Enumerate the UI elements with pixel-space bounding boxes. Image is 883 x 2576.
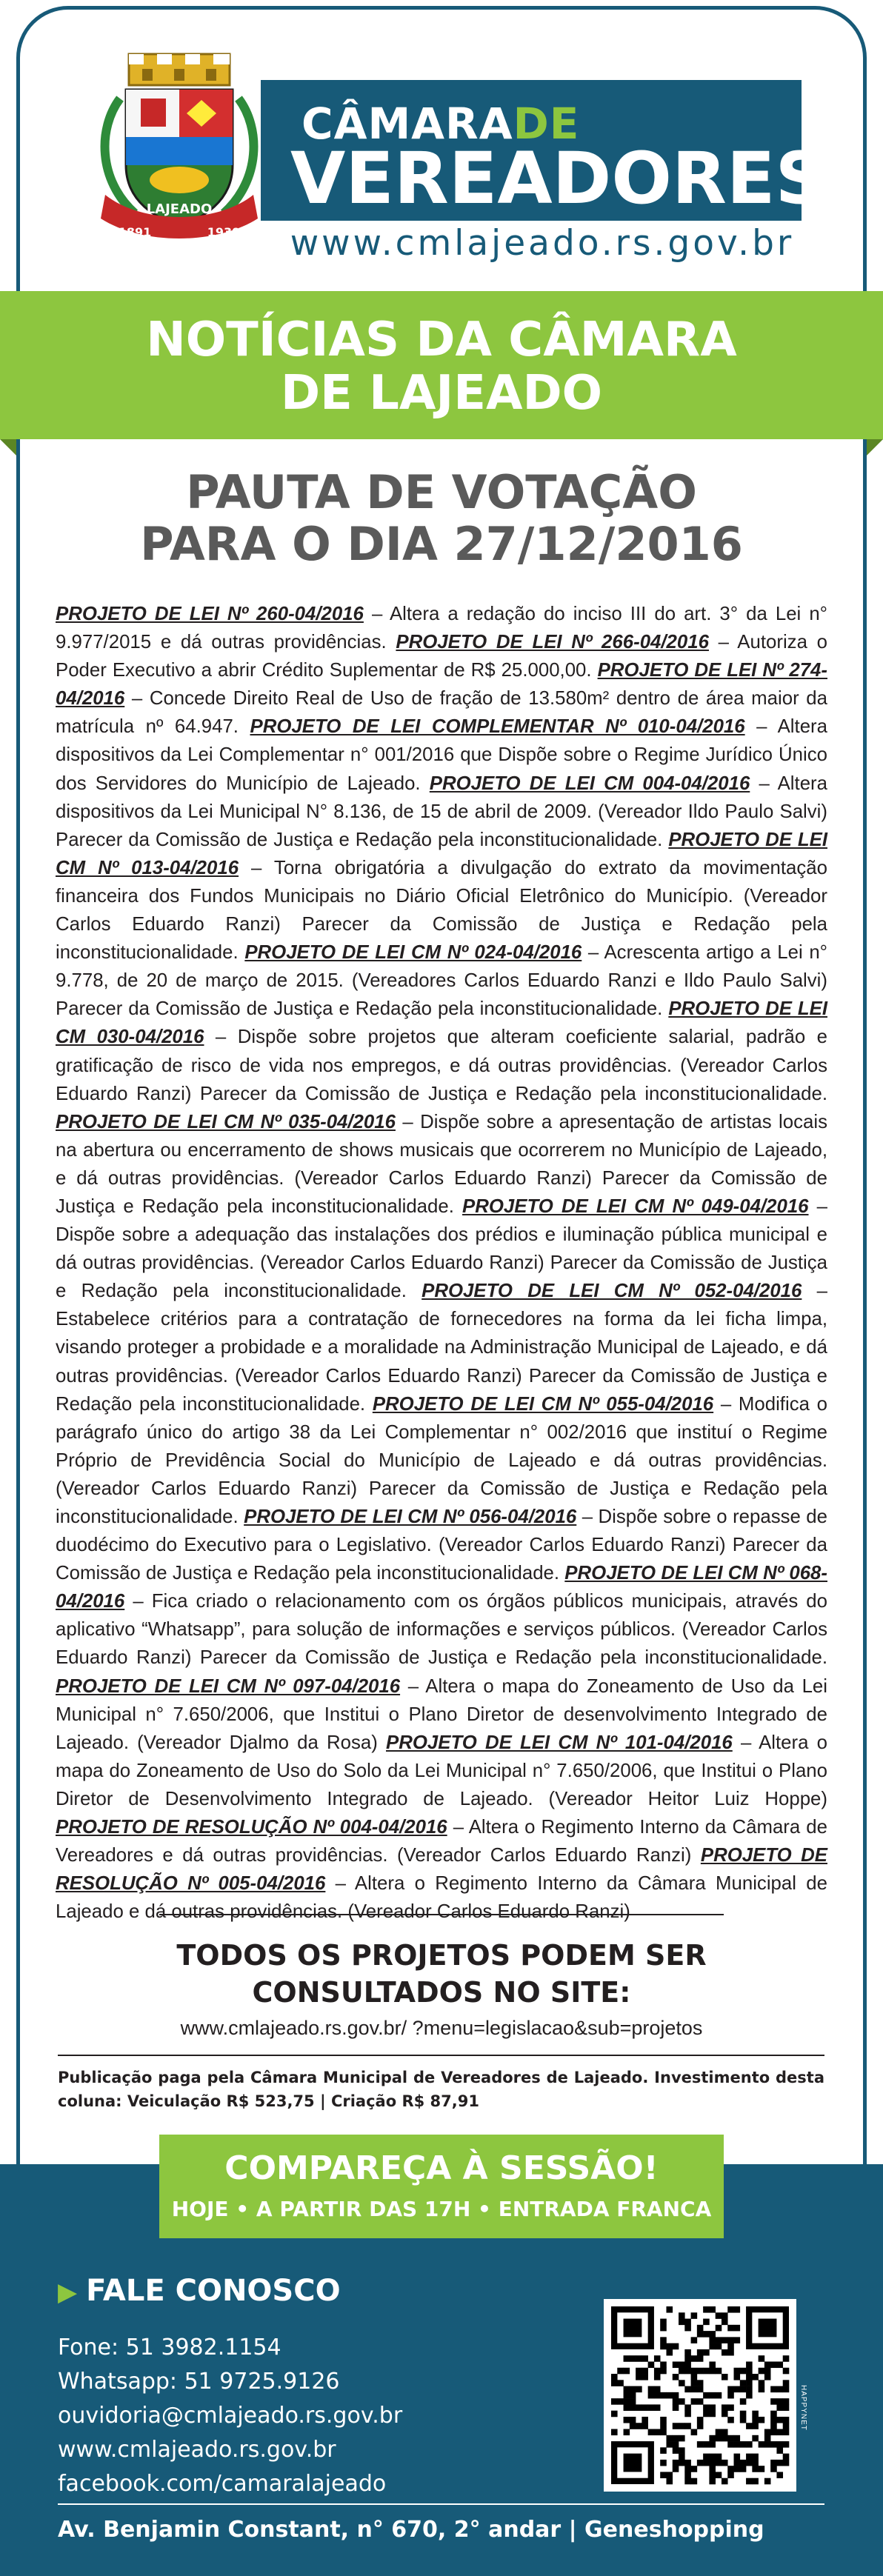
bill-reference: PROJETO DE LEI CM 030-04/2016 <box>56 998 827 1048</box>
bill-description: – Dispõe sobre a apresentação de artistas locais na abertura ou encerramento de shows musicais que ocorrerem no Município de Lajeado, e dá outras providências. (Vereador Carlos Eduardo Ranzi) Parecer da Comissão de Justiça e Redação pela inconstitucionalidade. <box>56 1111 827 1217</box>
session-cta-box <box>159 2135 724 2238</box>
bill-description: – Altera dispositivos da Lei Complementar n° 001/2016 que Dispõe sobre o Regime Jurídico Único dos Servidores do Município de Lajeado. <box>56 716 827 794</box>
city-crest-logo <box>90 54 268 243</box>
bill-description: – Torna obrigatória a divulgação do extrato da movimentação financeira dos Fundos Municipais no Diário Oficial Eletrônico do Município. (Vereador Carlos Eduardo Ranzi) Parecer da Comissão de Justiça e Redação pela inconstitucionalidade. <box>56 857 827 964</box>
agenda-title <box>0 467 883 570</box>
qr-code-graphic <box>604 2299 796 2492</box>
brand-de: DE <box>513 99 580 149</box>
bill-reference: PROJETO DE LEI Nº 266-04/2016 <box>396 632 709 653</box>
bill-description: – Dispõe sobre a adequação das instalações dos prédios e iluminação pública municipal e dá outras providências. (Vereador Carlos Eduardo Ranzi) Parecer da Comissão de Justiça e Redação pela inconstitucionalidade. <box>56 1195 827 1302</box>
projects-notice <box>0 1937 883 2011</box>
triangle-arrow-icon: ▶ <box>58 2278 78 2307</box>
bill-reference: PROJETO DE LEI CM Nº 101-04/2016 <box>386 1732 733 1753</box>
bill-reference: PROJETO DE LEI CM 004-04/2016 <box>429 773 750 794</box>
brand-camara: CÂMARA <box>301 99 513 149</box>
crest-year-left: 1891 <box>118 225 152 239</box>
agenda-title-line-2: PARA O DIA 27/12/2016 <box>140 517 743 571</box>
bill-description: – Acrescenta artigo a Lei n° 9.778, de 20 de março de 2015. (Vereadores Carlos Eduardo Ranzi e Ildo Paulo Salvi) Parecer da Comissão de Justiça e Redação pela inconstitucionalidade. <box>56 942 828 1020</box>
bill-description: – Autoriza o Poder Executivo a abrir Crédito Suplementar de R$ 25.000,00. <box>56 632 827 681</box>
ribbon-title-line-2: DE LAJEADO <box>280 366 603 421</box>
cta-subtitle: HOJE • A PARTIR DAS 17H • ENTRADA FRANCA <box>171 2197 712 2221</box>
bill-description: – Altera dispositivos da Lei Municipal N° 8.136, de 15 de abril de 2009. (Vereador Ildo Paulo Salvi) Parecer da Comissão de Justiça e Redação pela inconstitucionalidade. <box>56 773 827 850</box>
bill-description: – Dispõe sobre projetos que alteram coeficiente salarial, padrão e gratificação de risco de vida nos empregos, e dá outras providências. (Vereador Carlos Eduardo Ranzi) Parecer da Comissão de Justiça e Redação pela inconstitucionalidade. <box>56 1027 828 1104</box>
bill-description: – Altera a redação do inciso III do art. 3° da Lei n° 9.977/2015 e dá outras providências. <box>56 604 827 653</box>
address-rule <box>58 2503 824 2505</box>
bill-reference: PROJETO DE LEI CM Nº 097-04/2016 <box>56 1675 401 1697</box>
bill-reference: PROJETO DE LEI Nº 260-04/2016 <box>56 604 364 624</box>
agency-credit: HAPPYNET <box>799 2385 807 2431</box>
bill-reference: PROJETO DE LEI CM Nº 052-04/2016 <box>421 1281 802 1302</box>
projects-notice-line-2: CONSULTADOS NO SITE: <box>252 1976 631 2009</box>
projects-notice-line-1: TODOS OS PROJETOS PODEM SER <box>176 1939 707 1972</box>
bill-reference: PROJETO DE LEI CM Nº 056-04/2016 <box>244 1506 577 1527</box>
contact-heading-label: FALE CONOSCO <box>86 2274 341 2308</box>
brand-vereadores: VEREADORES <box>290 137 827 220</box>
ribbon-title <box>0 313 883 420</box>
bill-description: – Altera o mapa do Zoneamento de Uso da Lei Municipal n° 7.650/2006, que Institui o Plano Diretor de desenvolvimento Integrado de Lajeado. (Vereador Djalmo da Rosa) <box>56 1675 827 1753</box>
bill-reference: PROJETO DE LEI Nº 274-04/2016 <box>56 660 827 710</box>
contact-email[interactable]: ouvidoria@cmlajeado.rs.gov.br <box>58 2403 403 2429</box>
bill-description: – Dispõe sobre o repasse de duodécimo do Executivo para o Legislativo. (Vereador Carlos Eduardo Ranzi) Parecer da Comissão de Justiça e Redação pela inconstitucionalidade. <box>56 1506 828 1584</box>
bill-reference: PROJETO DE LEI COMPLEMENTAR Nº 010-04/2016 <box>250 716 745 738</box>
crest-ribbon-text: LAJEADO <box>146 201 213 217</box>
footnote-rule <box>58 2055 824 2056</box>
contact-website[interactable]: www.cmlajeado.rs.gov.br <box>58 2437 336 2463</box>
agenda-title-line-1: PAUTA DE VOTAÇÃO <box>186 465 697 519</box>
ribbon-fold-left <box>0 439 16 456</box>
bill-reference: PROJETO DE LEI CM Nº 055-04/2016 <box>372 1393 714 1415</box>
bill-reference: PROJETO DE LEI CM Nº 013-04/2016 <box>56 829 827 878</box>
publication-footnote: Publicação paga pela Câmara Municipal de Vereadores de Lajeado. Investimento desta coluna: Veiculação R$ 523,75 | Criação R$ 87,91 <box>58 2069 824 2110</box>
bill-description: – Fica criado o relacionamento com os órgãos públicos municipais, através do aplicativo “Whatsapp”, para solução de informações e serviços públicos. (Vereador Carlos Eduardo Ranzi) Parecer da Comissão de Justiça e Redação pela inconstitucionalidade. <box>56 1591 827 1669</box>
bill-description: – Estabelece critérios para a contratação de fornecedores na forma da lei ficha limpa, visando proteger a probidade e a moralidade na Administração Municipal de Lajeado, e dá outras providências. (Vereador Carlos Eduardo Ranzi) Parecer da Comissão de Justiça e Redação pela inconstitucionalidade. <box>56 1281 827 1415</box>
header-site-url[interactable]: www.cmlajeado.rs.gov.br <box>290 223 795 264</box>
divider-rule <box>159 1914 724 1915</box>
news-ribbon <box>0 291 883 439</box>
bill-reference: PROJETO DE LEI CM Nº 068-04/2016 <box>56 1563 827 1612</box>
projects-url-link[interactable]: www.cmlajeado.rs.gov.br/ ?menu=legislacao&sub=projetos <box>180 2017 703 2039</box>
bill-description: – Concede Direito Real de Uso de fração de 13.580m² dentro de área maior da matrícula nº 64.947. <box>56 688 827 738</box>
contact-whatsapp[interactable]: Whatsapp: 51 9725.9126 <box>58 2369 340 2395</box>
brand-logo-box <box>261 80 827 221</box>
agenda-body <box>56 600 828 1923</box>
bill-reference: PROJETO DE RESOLUÇÃO Nº 005-04/2016 <box>56 1845 827 1895</box>
bill-reference: PROJETO DE LEI CM Nº 049-04/2016 <box>462 1195 809 1217</box>
ribbon-fold-right <box>867 439 883 456</box>
crest-year-right: 1939 <box>207 225 241 239</box>
contact-facebook[interactable]: facebook.com/camaralajeado <box>58 2471 387 2497</box>
ribbon-title-line-1: NOTÍCIAS DA CÂMARA <box>146 313 737 367</box>
bill-reference: PROJETO DE LEI CM Nº 035-04/2016 <box>56 1111 396 1132</box>
bill-description: – Altera o mapa do Zoneamento de Uso do Solo da Lei Municipal n° 7.650/2006, que Institui o Plano Diretor de Desenvolvimento Integrado de Lajeado. (Vereador Heitor Luiz Hoppe) <box>56 1732 828 1809</box>
qr-code-icon[interactable] <box>604 2299 796 2492</box>
bill-description: – Modifica o parágrafo único do artigo 38 da Lei Complementar n° 002/2016 que instituí o Regime Próprio de Previdência Social do Município de Lajeado e dá outras providências. (Vereador Carlos Eduardo Ranzi) Parecer da Comissão de Justiça e Redação pela inconstitucionalidade. <box>56 1393 827 1527</box>
contact-phone[interactable]: Fone: 51 3982.1154 <box>58 2335 281 2360</box>
bill-description: – Altera o Regimento Interno da Câmara de Vereadores e dá outras providências. (Vereador Carlos Eduardo Ranzi) <box>56 1817 828 1866</box>
bill-reference: PROJETO DE RESOLUÇÃO Nº 004-04/2016 <box>56 1817 447 1838</box>
cta-title: COMPAREÇA À SESSÃO! <box>224 2149 659 2187</box>
address-line: Av. Benjamin Constant, n° 670, 2° andar | Geneshopping <box>58 2517 764 2543</box>
bill-reference: PROJETO DE LEI CM Nº 024-04/2016 <box>244 942 582 964</box>
bill-description: – Altera o Regimento Interno da Câmara Municipal de Lajeado e dá outras providências. (Vereador Carlos Eduardo Ranzi) <box>56 1873 827 1923</box>
contact-heading <box>58 2274 341 2308</box>
